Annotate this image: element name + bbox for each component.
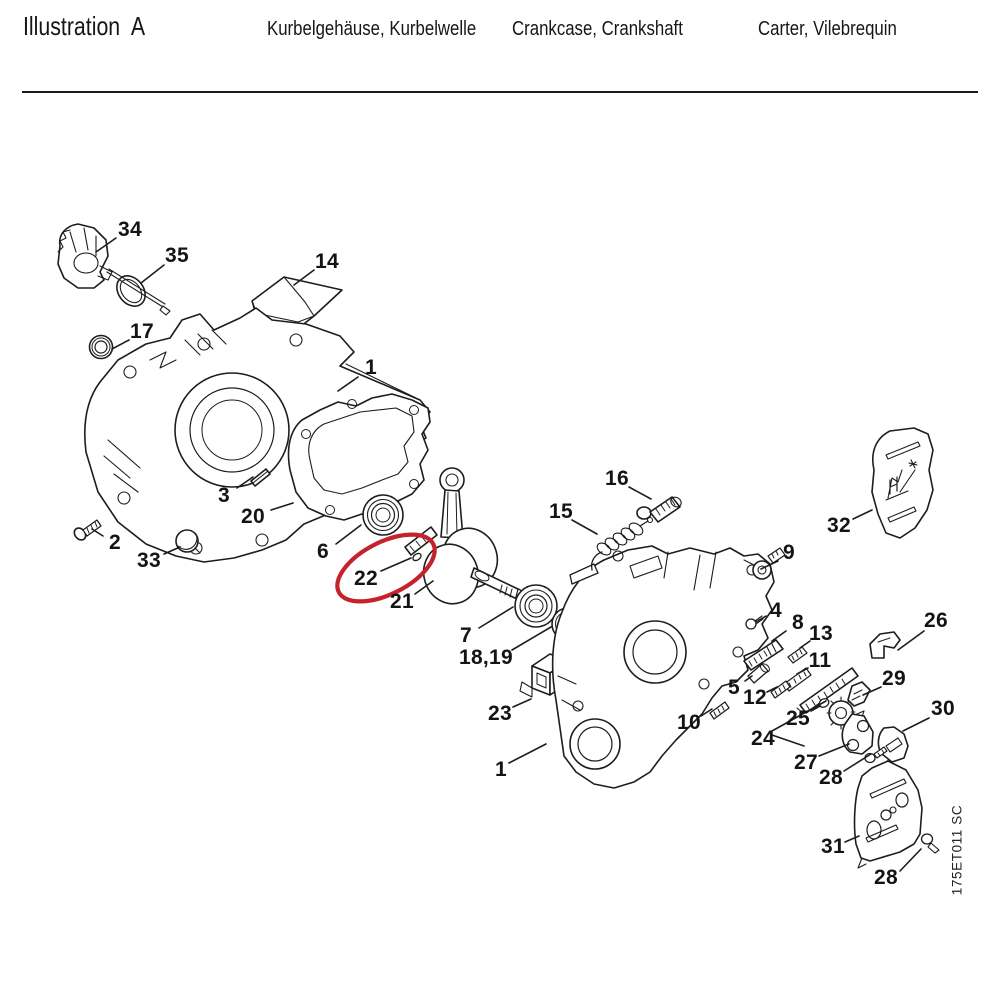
part-35-o-ring-drawing [111, 270, 151, 311]
subtitle-french: Carter, Vilebrequin [758, 18, 897, 40]
part-callout-30: 30 [931, 697, 955, 720]
subtitle-english: Crankcase, Crankshaft [512, 18, 683, 40]
leader-line-2 [92, 529, 103, 536]
part-6-bearing-drawing [363, 495, 403, 535]
part-callout-32: 32 [827, 514, 851, 537]
part-callout-9: 9 [783, 541, 795, 564]
leader-line-1 [509, 744, 546, 763]
part-callout-5: 5 [728, 676, 740, 699]
subtitle-german: Kurbelgehäuse, Kurbelwelle [267, 18, 477, 40]
part-callout-12: 12 [743, 686, 767, 709]
part-callout-28: 28 [874, 866, 898, 889]
part-callout-20: 20 [241, 505, 265, 528]
part-callout-6: 6 [317, 540, 329, 563]
drawing-code: 175ET011 SC [949, 804, 965, 896]
part-callout-23: 23 [488, 702, 512, 725]
part-callout-34: 34 [118, 218, 142, 241]
part-callout-24: 24 [751, 727, 775, 750]
leader-line-30 [903, 718, 929, 731]
part-callout-27: 27 [794, 751, 818, 774]
leader-line-8 [772, 631, 786, 641]
part-31-sprocket-cover-drawing [855, 761, 922, 868]
part-17-seal-drawing [90, 336, 113, 359]
part-callout-4: 4 [770, 599, 782, 622]
part-callout-29: 29 [882, 667, 906, 690]
leader-line-18-19 [512, 627, 551, 650]
page-title: Illustration A [23, 11, 146, 41]
leader-line-17 [112, 340, 129, 349]
part-callout-15: 15 [549, 500, 573, 523]
part-callout-22: 22 [354, 567, 378, 590]
leader-line-7 [479, 607, 513, 628]
part-21-crankshaft-drawing [405, 468, 535, 611]
leader-line-23 [513, 699, 531, 707]
part-callout-16: 16 [605, 467, 629, 490]
part-26-clip-drawing [870, 632, 900, 658]
leader-line-35 [141, 265, 164, 283]
part-callout-7: 7 [460, 624, 472, 647]
leader-line-22 [381, 558, 411, 571]
part-10-stud-drawing [710, 702, 729, 719]
leader-line-27 [819, 744, 849, 756]
part-callout-11: 11 [808, 649, 832, 672]
leader-line-24 [772, 735, 804, 746]
part-16-plug-screw-drawing [637, 495, 683, 522]
part-callout-10: 10 [677, 711, 701, 734]
part-callout-1: 1 [365, 356, 377, 379]
leader-line-15 [572, 520, 597, 534]
leader-line-6 [336, 525, 361, 544]
part-27-bracket-drawing [842, 714, 873, 754]
leader-line-28 [900, 849, 921, 871]
part-callout-33: 33 [137, 549, 161, 572]
leader-line-32 [853, 510, 872, 519]
part-32-shield-drawing [872, 428, 933, 538]
part-callout-13: 13 [809, 622, 833, 645]
part-callout-3: 3 [218, 484, 230, 507]
part-12-stud-drawing [771, 681, 790, 698]
part-callout-8: 8 [792, 611, 804, 634]
part-34-oil-pump-drawing [58, 224, 170, 315]
part-callout-17: 17 [130, 320, 154, 343]
part-callout-25: 25 [786, 707, 810, 730]
leader-line-28 [844, 754, 871, 771]
part-callout-14: 14 [315, 250, 339, 273]
part-callout-35: 35 [165, 244, 189, 267]
part-9-screw-drawing [753, 548, 785, 579]
part-1-crankcase-right-drawing [553, 546, 774, 788]
part-callout-28: 28 [819, 766, 843, 789]
part-28-screw-b-drawing [922, 834, 940, 853]
part-callout-18-19: 18,19 [458, 646, 514, 669]
part-callout-26: 26 [924, 609, 948, 632]
part-callout-2: 2 [109, 531, 121, 554]
part-callout-21: 21 [390, 590, 414, 613]
part-callout-31: 31 [821, 835, 845, 858]
leader-line-26 [898, 631, 924, 650]
leader-line-16 [629, 487, 651, 499]
part-13-stud-drawing [788, 647, 807, 663]
part-callout-1: 1 [495, 758, 507, 781]
part-7-bearing-drawing [515, 585, 557, 627]
